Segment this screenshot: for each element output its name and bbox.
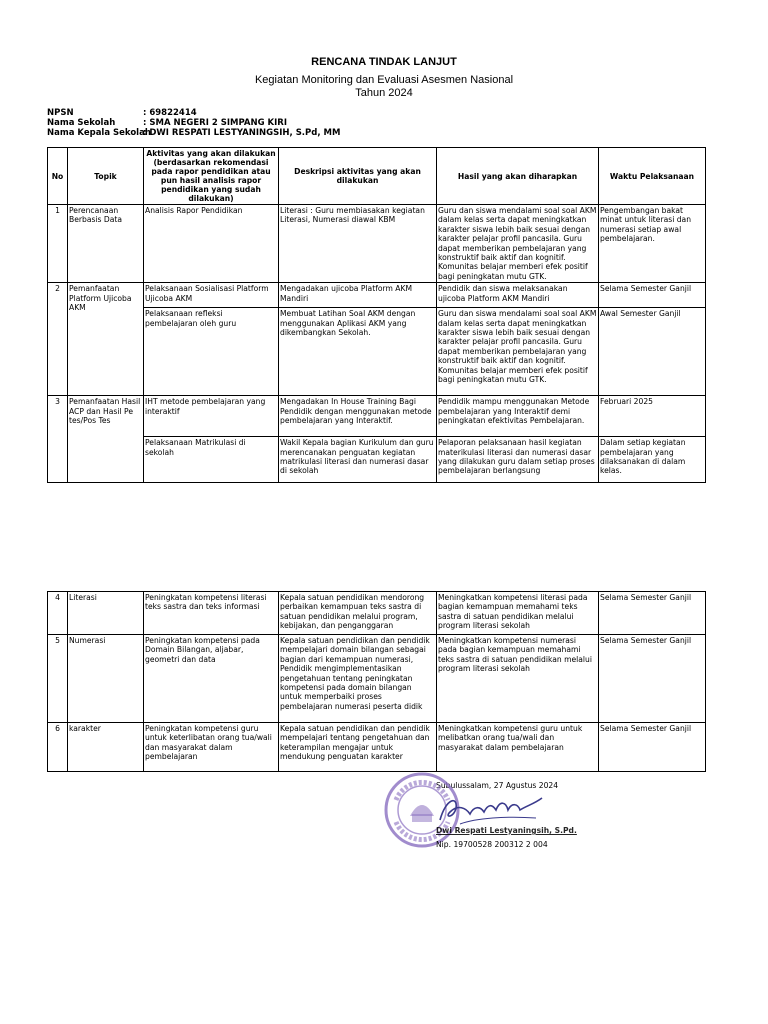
row-no: 6: [48, 723, 68, 772]
table-row: [48, 205, 706, 283]
row-deskripsi: Membuat Latihan Soal AKM dengan menggunakan Aplikasi AKM yang dikembangkan Sekolah.: [279, 308, 437, 396]
row-no: 3: [48, 396, 68, 483]
row-aktivitas: Pelaksanaan Sosialisasi Platform Ujicoba AKM: [144, 283, 279, 308]
row-aktivitas: Peningkatan kompetensi literasi teks sastra dan teks informasi: [144, 592, 279, 635]
row-waktu: Februari 2025: [599, 396, 706, 437]
plan-table-part1: [47, 147, 706, 483]
row-deskripsi: Kepala satuan pendidikan mendorong perbaikan kemampuan teks sastra di satuan pendidikan melalui program, kebijakan, dan penganggaran: [279, 592, 437, 635]
signature-name: Dwi Respati Lestyaningsih, S.Pd.: [436, 826, 577, 835]
row-aktivitas: Analisis Rapor Pendidikan: [144, 205, 279, 283]
row-waktu: Selama Semester Ganjil: [599, 723, 706, 772]
head-line: [47, 128, 340, 138]
row-hasil: Guru dan siswa mendalami soal soal AKM dalam kelas serta dapat meningkatkan karakter siswa lebih baik sesuai dengan karakter pelajar profil pancasila. Guru dapat memberikan pembelajaran yang konstruktif baik aktif dan kognitif. Komunitas belajar memberi efek positif bagi peningkatan mutu GTK.: [437, 205, 599, 283]
row-aktivitas: Pelaksanaan refleksi pembelajaran oleh guru: [144, 308, 279, 396]
row-hasil: Meningkatkan kompetensi guru untuk melibatkan orang tua/wali dan masyarakat dalam pembelajaran: [437, 723, 599, 772]
row-no: 1: [48, 205, 68, 283]
head-value: : DWI RESPATI LESTYANINGSIH, S.Pd, MM: [143, 128, 341, 138]
row-deskripsi: Kepala satuan pendidikan dan pendidik mempelajari domain bilangan sebagai bagian dari kemampuan numerasi, Pendidik mengimplementasikan pengetahuan tentang peningkatan kompetensi pada domain bilangan untuk memperbaiki proses pembelajaran numerasi peserta didik: [279, 635, 437, 723]
row-aktivitas: Pelaksanaan Matrikulasi di sekolah: [144, 437, 279, 483]
row-no: 2: [48, 283, 68, 396]
row-aktivitas: Peningkatan kompetensi pada Domain Bilangan, aljabar, geometri dan data: [144, 635, 279, 723]
row-deskripsi: Mengadakan ujicoba Platform AKM Mandiri: [279, 283, 437, 308]
row-aktivitas: IHT metode pembelajaran yang interaktif: [144, 396, 279, 437]
header-waktu: Waktu Pelaksanaan: [599, 148, 706, 205]
row-no: 4: [48, 592, 68, 635]
header-hasil: Hasil yang akan diharapkan: [437, 148, 599, 205]
table-row: [48, 308, 706, 396]
row-deskripsi: Wakil Kepala bagian Kurikulum dan guru merencanakan penguatan kegiatan matrikulasi literasi dan numerasi dasar di sekolah: [279, 437, 437, 483]
table-row: [48, 723, 706, 772]
row-deskripsi: Literasi : Guru membiasakan kegiatan Literasi, Numerasi diawal KBM: [279, 205, 437, 283]
document-year: Tahun 2024: [355, 87, 413, 99]
row-topik: Numerasi: [68, 635, 144, 723]
npsn-value: : 69822414: [143, 108, 197, 118]
table-row: [48, 283, 706, 308]
document-subtitle: Kegiatan Monitoring dan Evaluasi Asesmen Nasional: [254, 74, 514, 86]
row-hasil: Guru dan siswa mendalami soal soal AKM dalam kelas serta dapat meningkatkan karakter siswa lebih baik sesuai dengan karakter pelajar profil pancasila. Guru dapat memberikan pembelajaran yang konstruktif baik aktif dan kognitif. Komunitas belajar memberi efek positif bagi peningkatan mutu GTK.: [437, 308, 599, 396]
signature-nip: Nip. 19700528 200312 2 004: [436, 840, 548, 849]
row-hasil: Pelaporan pelaksanaan hasil kegiatan materikulasi literasi dan numerasi dasar yang dilakukan guru dalam setiap proses pembelajaran berlangsung: [437, 437, 599, 483]
row-topik: karakter: [68, 723, 144, 772]
table-row: [48, 437, 706, 483]
row-no: 5: [48, 635, 68, 723]
row-hasil: Pendidik mampu menggunakan Metode pembelajaran yang Interaktif demi peningkatan efektivitas Pembelajaran.: [437, 396, 599, 437]
row-topik: Perencanaan Berbasis Data: [68, 205, 144, 283]
table-row: [48, 635, 706, 723]
row-topik: Literasi: [68, 592, 144, 635]
row-deskripsi: Kepala satuan pendidikan dan pendidik mempelajari tentang pengetahuan dan keterampilan mengajar untuk mendukung penguatan karakter: [279, 723, 437, 772]
row-topik: Pemanfaatan Platform Ujicoba AKM: [68, 283, 144, 396]
table-row: [48, 396, 706, 437]
plan-table-part2: [47, 591, 706, 772]
row-hasil: Pendidik dan siswa melaksanakan ujicoba Platform AKM Mandiri: [437, 283, 599, 308]
header-topik: Topik: [68, 148, 144, 205]
header-deskripsi: Deskripsi aktivitas yang akan dilakukan: [279, 148, 437, 205]
header-aktivitas: Aktivitas yang akan dilakukan (berdasarkan rekomendasi pada rapor pendidikan atau pun hasil analisis rapor pendidikan yang sudah dilakukan): [144, 148, 279, 205]
row-hasil: Meningkatkan kompetensi numerasi pada bagian kemampuan memahami teks sastra di satuan pendidikan melalui program literasi sekolah: [437, 635, 599, 723]
row-aktivitas: Peningkatan kompetensi guru untuk keterlibatan orang tua/wali dan masyarakat dalam pembelajaran: [144, 723, 279, 772]
signature-place-date: Subulussalam, 27 Agustus 2024: [436, 781, 559, 790]
row-waktu: Dalam setiap kegiatan pembelajaran yang dilaksanakan di dalam kelas.: [599, 437, 706, 483]
handwritten-signature-icon: [436, 788, 546, 830]
row-waktu: Pengembangan bakat minat untuk literasi dan numerasi setiap awal pembelajaran.: [599, 205, 706, 283]
npsn-label: NPSN: [47, 108, 74, 118]
table-header-row: [48, 148, 706, 205]
row-deskripsi: Mengadakan In House Training Bagi Pendidik dengan menggunakan metode pembelajaran yang Interaktif.: [279, 396, 437, 437]
table-row: [48, 592, 706, 635]
row-waktu: Selama Semester Ganjil: [599, 635, 706, 723]
row-waktu: Selama Semester Ganjil: [599, 592, 706, 635]
school-value: : SMA NEGERI 2 SIMPANG KIRI: [143, 118, 287, 128]
npsn-line: [47, 108, 197, 118]
document-title: RENCANA TINDAK LANJUT: [311, 56, 457, 68]
row-hasil: Meningkatkan kompetensi literasi pada bagian kemampuan memahami teks sastra di satuan pendidikan melalui program literasi sekolah: [437, 592, 599, 635]
head-label: Nama Kepala Sekolah: [47, 128, 151, 138]
school-label: Nama Sekolah: [47, 118, 116, 128]
row-topik: Pemanfaatan Hasil ACP dan Hasil Pe tes/Pos Tes: [68, 396, 144, 483]
header-no: No: [48, 148, 68, 205]
row-waktu: Selama Semester Ganjil: [599, 283, 706, 308]
row-waktu: Awal Semester Ganjil: [599, 308, 706, 396]
school-line: [47, 118, 287, 128]
